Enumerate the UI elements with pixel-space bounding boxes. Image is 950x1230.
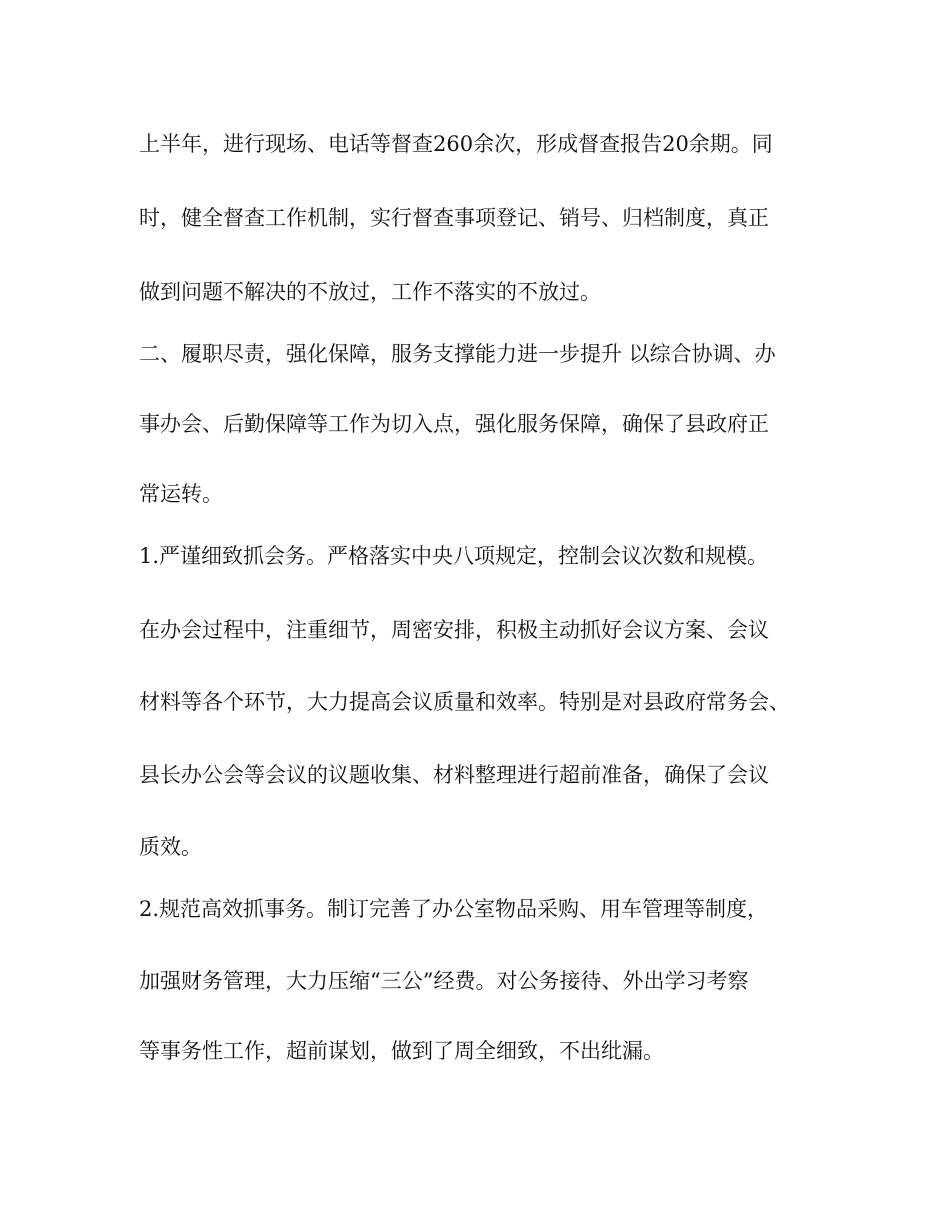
text-line: 在办会过程中，注重细节，周密安排，积极主动抓好会议方案、会议	[139, 618, 769, 642]
text-line: 常运转。	[139, 482, 223, 506]
text-line: 做到问题不解决的不放过，工作不落实的不放过。	[139, 280, 601, 304]
text-line: 2.规范高效抓事务。制订完善了办公室物品采购、用车管理等制度，	[139, 897, 769, 921]
text-line: 材料等各个环节，大力提高会议质量和效率。特别是对县政府常务会、	[139, 690, 790, 714]
text-line: 时，健全督查工作机制，实行督查事项登记、销号、归档制度，真正	[139, 206, 769, 230]
text-line: 1.严谨细致抓会务。严格落实中央八项规定，控制会议次数和规模。	[139, 544, 769, 568]
text-line: 上半年，进行现场、电话等督查260余次，形成督查报告20余期。同	[139, 132, 773, 156]
text-line: 加强财务管理，大力压缩“三公”经费。对公务接待、外出学习考察	[139, 969, 749, 993]
text-line: 质效。	[139, 835, 202, 859]
section-heading: 二、履职尽责，强化保障，服务支撑能力进一步提升 以综合协调、办	[139, 342, 776, 366]
text-line: 等事务性工作，超前谋划，做到了周全细致，不出纰漏。	[139, 1039, 664, 1063]
text-line: 县长办公会等会议的议题收集、材料整理进行超前准备，确保了会议	[139, 763, 769, 787]
text-line: 事办会、后勤保障等工作为切入点，强化服务保障，确保了县政府正	[139, 412, 769, 436]
